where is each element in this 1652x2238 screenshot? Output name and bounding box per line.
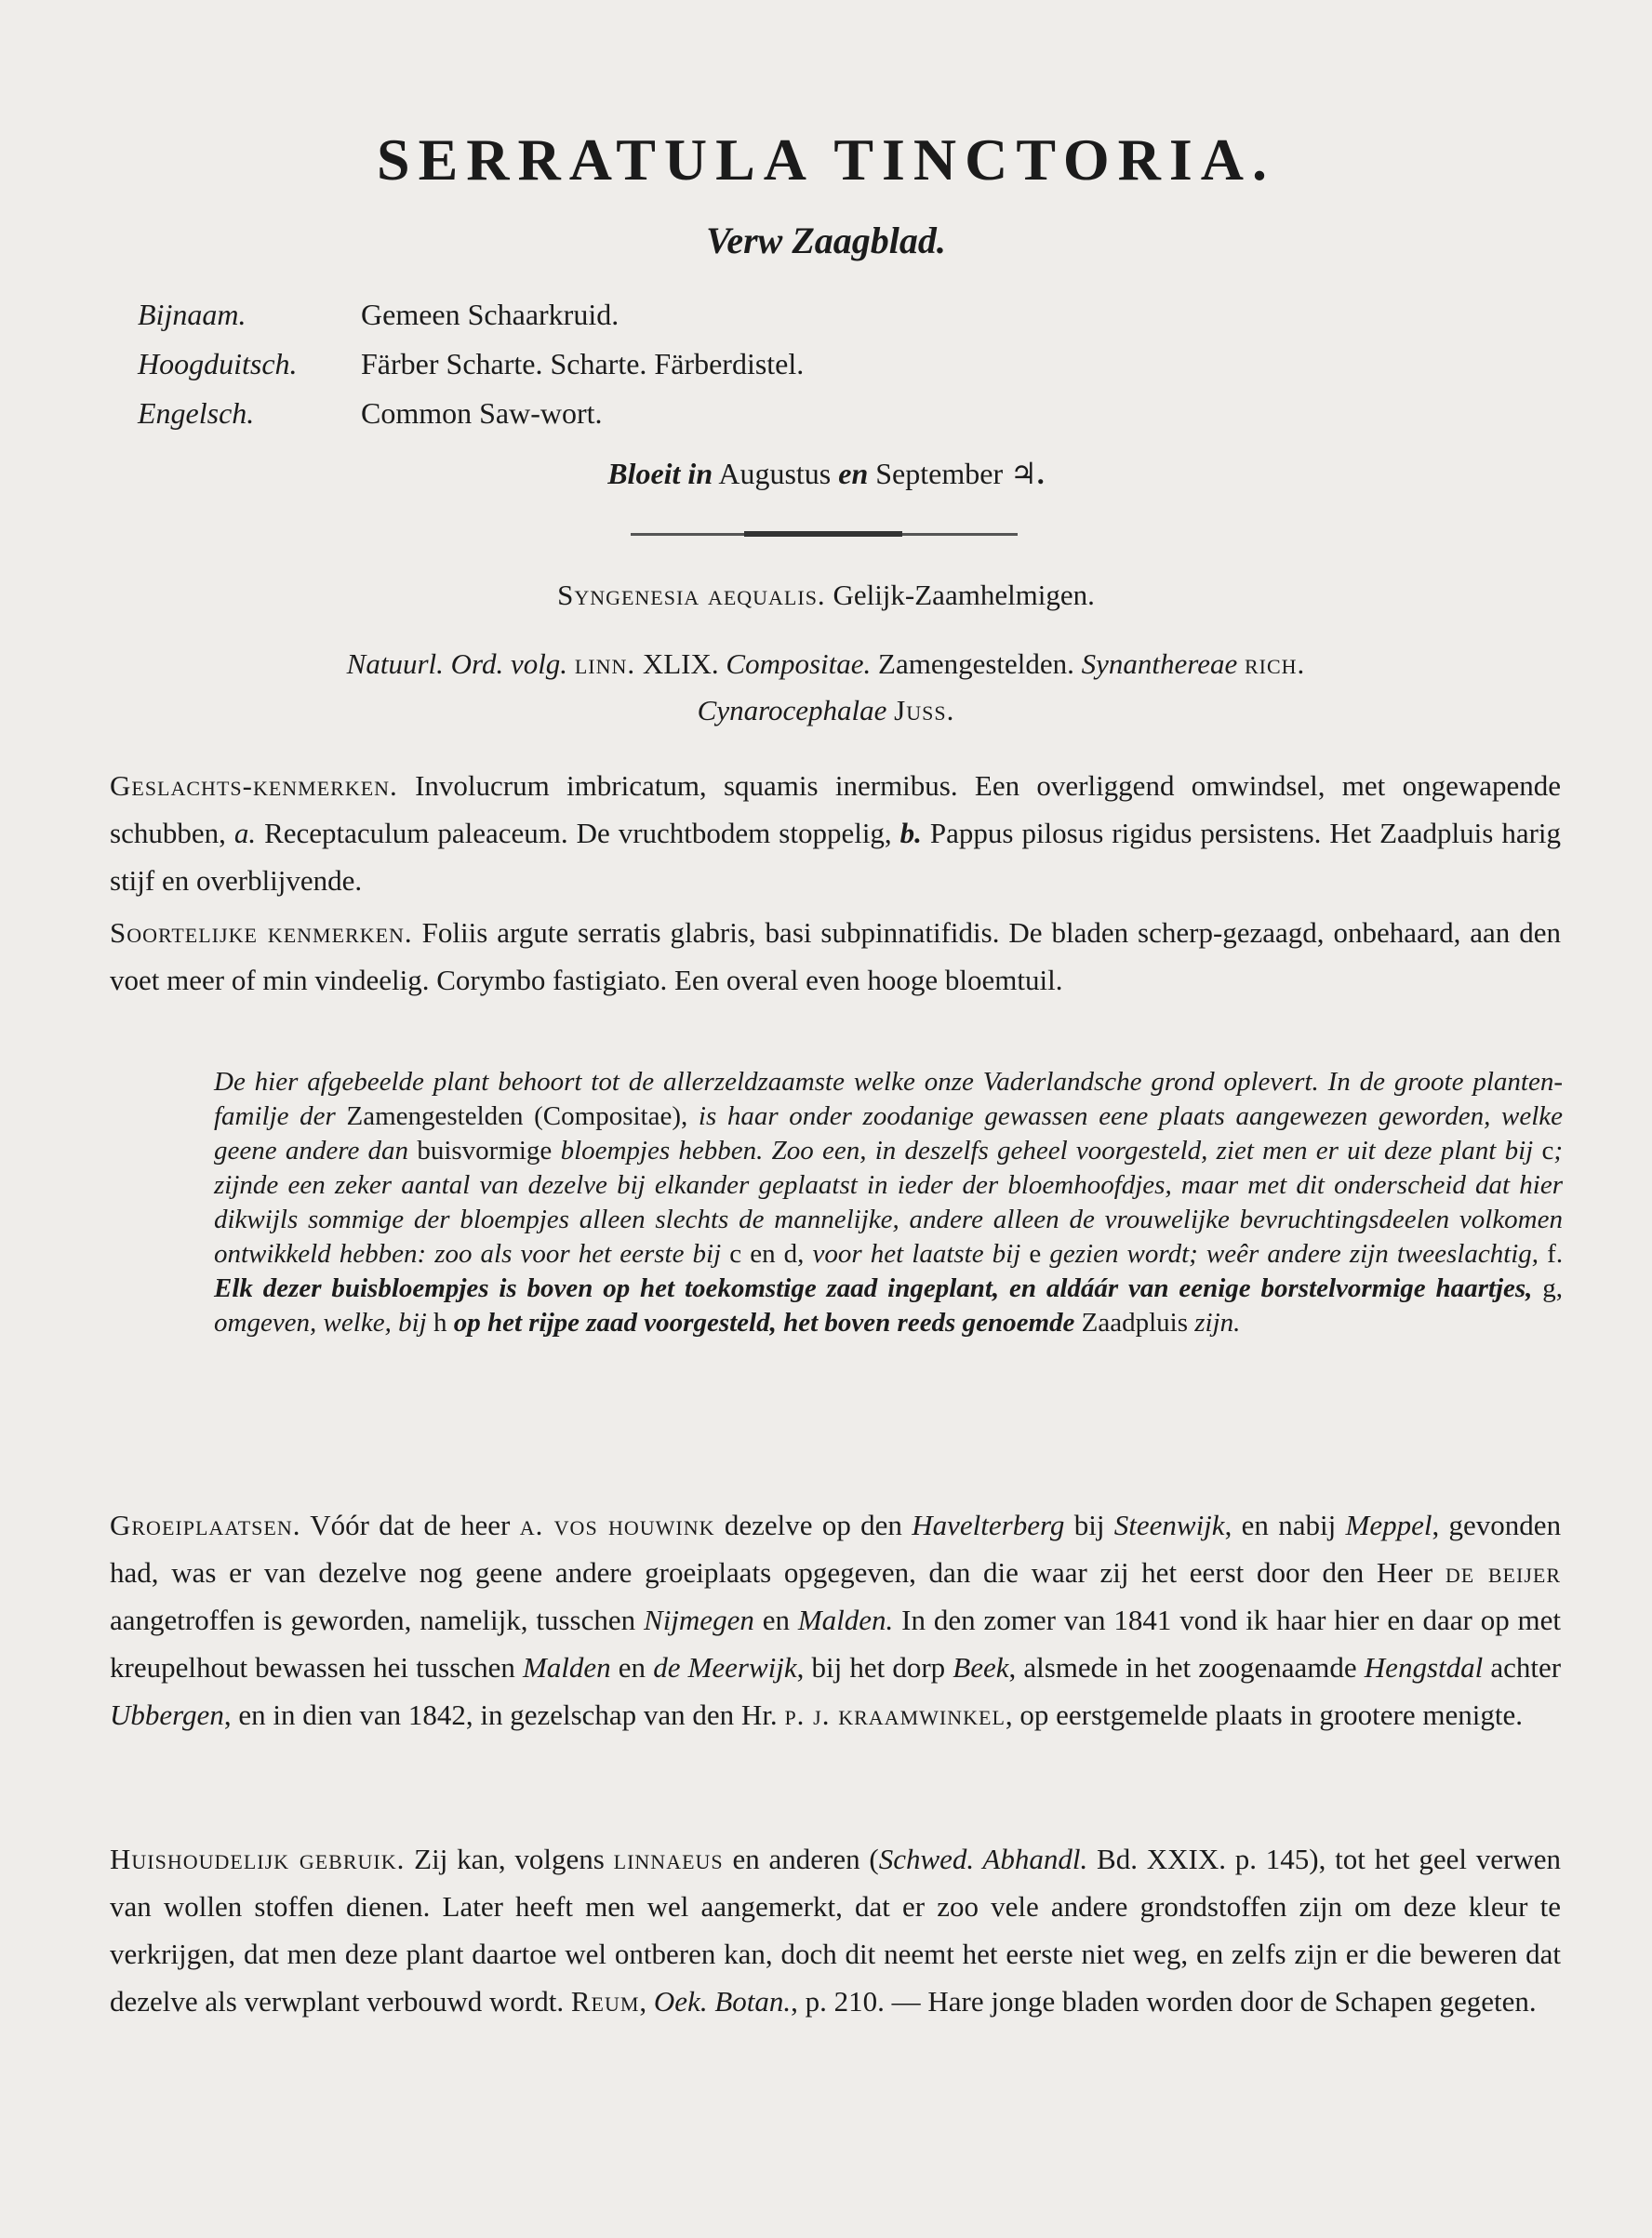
- paragraph-text: Receptaculum paleaceum. De vruchtbodem stoppelig,: [264, 817, 892, 849]
- place-name: Malden.: [797, 1604, 894, 1636]
- paragraph-text: en anderen (: [732, 1843, 879, 1875]
- paragraph-text: In den zomer van 1841 vond ik haar hier en daar op met kreupelhout bewassen hei tusschen: [110, 1604, 1562, 1684]
- genus-characters-paragraph: [110, 762, 1561, 904]
- order-line-2: [0, 694, 1652, 727]
- order-line: [0, 647, 1652, 681]
- paragraph-text: Involucrum imbricatum, squamis inermibus. Een overliggend omwindsel, met ongewapende schubben,: [110, 769, 1562, 849]
- figure-ref: b.: [899, 817, 922, 849]
- species-characters-paragraph: [110, 909, 1561, 1004]
- paragraph-text: is haar onder zoodanige gewassen eene plaats aangewezen geworden, welke geene andere dan: [214, 1101, 1564, 1166]
- place-name: Malden: [522, 1651, 611, 1684]
- place-name: Hengstdal: [1364, 1651, 1484, 1684]
- household-use-paragraph: [110, 1835, 1561, 2025]
- page-title: SERRATULA TINCTORIA.: [377, 127, 1275, 193]
- page-subtitle: Verw Zaagblad.: [706, 220, 946, 261]
- paragraph-text: Zaadpluis: [1081, 1308, 1189, 1338]
- place-name: Ubbergen: [110, 1698, 224, 1731]
- person-name: p. j. kraamwinkel: [784, 1698, 1006, 1731]
- paragraph-text: dezelve op den: [724, 1509, 902, 1541]
- author-abbrev: Juss.: [894, 694, 955, 726]
- place-name: Nijmegen: [644, 1604, 754, 1636]
- flowering-word: in: [687, 457, 713, 490]
- section-heading: Soortelijke kenmerken.: [110, 916, 413, 949]
- paragraph-text: Foliis argute serratis glabris, basi subpinnatifidis. De bladen scherp-gezaagd, onbehaard, aan den voet meer of min vindeelig. Corymbo fastigiato. Een overal even hooge bloemtuil.: [110, 916, 1561, 996]
- flowering-word: Bloeit: [607, 457, 681, 490]
- paragraph-text: buisvormige: [417, 1136, 553, 1166]
- person-name: a. vos houwink: [519, 1509, 715, 1541]
- reference-title: Oek. Botan.: [653, 1985, 792, 2018]
- paragraph-text: gezien wordt; weêr andere zijn tweeslachtig,: [1049, 1239, 1539, 1269]
- name-label: Hoogduitsch.: [138, 347, 298, 380]
- description-paragraph: [214, 1065, 1563, 1340]
- section-heading: Geslachts-kenmerken.: [110, 769, 398, 802]
- order-latin: Compositae.: [726, 647, 872, 680]
- person-name: linnaeus: [613, 1843, 724, 1875]
- paragraph-text: De hier afgebeelde plant behoort tot de allerzeldzaamste welke onze Vaderlandsche grond oplevert. In de groote planten-familje der: [214, 1067, 1563, 1131]
- flowering-word: en: [838, 457, 869, 490]
- paragraph-text: , en nabij: [1224, 1509, 1337, 1541]
- paragraph-text: Zamengestelden (Compositae),: [346, 1101, 688, 1131]
- name-label: Engelsch.: [138, 396, 255, 430]
- name-value: Common Saw-wort.: [361, 396, 603, 430]
- name-value: Färber Scharte. Scharte. Färberdistel.: [361, 347, 805, 380]
- ornamental-divider-center: [744, 531, 902, 537]
- author-abbrev: rich.: [1245, 647, 1306, 680]
- paragraph-text: achter: [1490, 1651, 1562, 1684]
- flowering-month: September: [875, 457, 1004, 490]
- order-dutch: Zamengestelden.: [878, 647, 1074, 680]
- paragraph-text: , op eerstgemelde plaats in grootere menigte.: [1005, 1698, 1523, 1731]
- paragraph-text: Bd. XXIX. p. 145), tot het geel verwen van wollen stoffen dienen. Later heeft men wel aangemerkt, dat er zoo vele andere grondstoffen zijn om deze kleur te verkrijgen, dat men deze plant daartoe wel ontberen kan, doch dit neemt het eerste niet weg, en zelfs zijn er die beweren dat dezelve als verwplant verbouwd wordt.: [110, 1843, 1562, 2018]
- paragraph-text: bij: [1073, 1509, 1105, 1541]
- paragraph-text: aangetroffen is geworden, namelijk, tusschen: [110, 1604, 636, 1636]
- name-row: [138, 389, 804, 438]
- section-heading: Huishoudelijk gebruik.: [110, 1843, 406, 1875]
- reference-title: Schwed. Abhandl.: [878, 1843, 1088, 1875]
- order-latin: Cynarocephalae: [697, 694, 887, 726]
- paragraph-text: , en in dien van 1842, in gezelschap van den Hr.: [223, 1698, 778, 1731]
- flowering-month: Augustus: [718, 457, 832, 490]
- name-value: Gemeen Schaarkruid.: [361, 298, 620, 331]
- class-dutch: Gelijk-Zaamhelmigen.: [833, 579, 1095, 611]
- author-abbrev: linn.: [574, 647, 636, 680]
- figure-ref: g,: [1542, 1273, 1563, 1303]
- perennial-symbol: ♃.: [1010, 457, 1045, 490]
- place-name: Beek: [953, 1651, 1009, 1684]
- name-row: [138, 290, 804, 340]
- class-line: [0, 579, 1652, 612]
- name-label: Bijnaam.: [138, 298, 246, 331]
- paragraph-text: , alsmede in het zoogenaamde: [1008, 1651, 1357, 1684]
- place-name: de Meerwijk: [653, 1651, 797, 1684]
- name-row: [138, 340, 804, 389]
- place-name: Meppel: [1345, 1509, 1432, 1541]
- person-name: Reum: [570, 1985, 640, 2018]
- paragraph-text: zijn.: [1194, 1308, 1241, 1338]
- figure-ref: a.: [233, 817, 257, 849]
- paragraph-text: , p. 210. — Hare jonge bladen worden door de Schapen gegeten.: [791, 1985, 1537, 2018]
- habitat-paragraph: [110, 1501, 1561, 1738]
- figure-ref: e: [1029, 1239, 1042, 1269]
- paragraph-text: op het rijpe zaad voorgesteld, het boven reeds genoemde: [453, 1308, 1075, 1338]
- flowering-line: [0, 456, 1652, 491]
- place-name: Havelterberg: [912, 1509, 1065, 1541]
- paragraph-text: , gevonden had, was er van dezelve nog geene andere groeiplaats opgegeven, dan die waar zij het eerst door den Heer: [110, 1509, 1562, 1589]
- paragraph-text: voor het laatste bij: [812, 1239, 1021, 1269]
- order-text: Natuurl. Ord. volg.: [346, 647, 568, 680]
- paragraph-text: Elk dezer buisbloempjes is boven op het toekomstige zaad ingeplant, en aldáár van eenige borstelvormige haartjes,: [214, 1273, 1533, 1303]
- paragraph-text: omgeven, welke, bij: [214, 1308, 427, 1338]
- order-latin: Synanthereae: [1081, 647, 1238, 680]
- paragraph-text: Pappus pilosus rigidus persistens. Het Zaadpluis harig stijf en overblijvende.: [110, 817, 1562, 897]
- figure-ref: c en d,: [729, 1239, 805, 1269]
- figure-ref: h: [433, 1308, 447, 1338]
- class-latin: Syngenesia aequalis.: [557, 579, 826, 611]
- place-name: Steenwijk: [1113, 1509, 1225, 1541]
- paragraph-text: ,: [639, 1985, 647, 2018]
- figure-ref: f.: [1547, 1239, 1564, 1269]
- paragraph-text: en: [762, 1604, 790, 1636]
- person-name: de beijer: [1445, 1556, 1561, 1589]
- vernacular-names: [138, 290, 804, 438]
- section-heading: Groeiplaatsen.: [110, 1509, 301, 1541]
- paragraph-text: , bij het dorp: [796, 1651, 946, 1684]
- paragraph-text: bloempjes hebben. Zoo een, in deszelfs geheel voorgesteld, ziet men er uit deze plant bij: [560, 1136, 1534, 1166]
- paragraph-text: en: [618, 1651, 646, 1684]
- paragraph-text: ; zijnde een zeker aantal van dezelve bij elkander geplaatst in ieder der bloemhoofdjes, maar met dit onderscheid dat hier dikwijls sommige der bloempjes alleen slechts de mannelijke, andere alleen de vrouwelijke bevruchtingsdeelen volkomen ontwikkeld hebben: zoo als voor het eerste bij: [214, 1136, 1564, 1269]
- order-number: XLIX.: [642, 647, 719, 680]
- paragraph-text: Vóór dat de heer: [310, 1509, 511, 1541]
- paragraph-text: Zij kan, volgens: [414, 1843, 605, 1875]
- figure-ref: c: [1541, 1136, 1554, 1166]
